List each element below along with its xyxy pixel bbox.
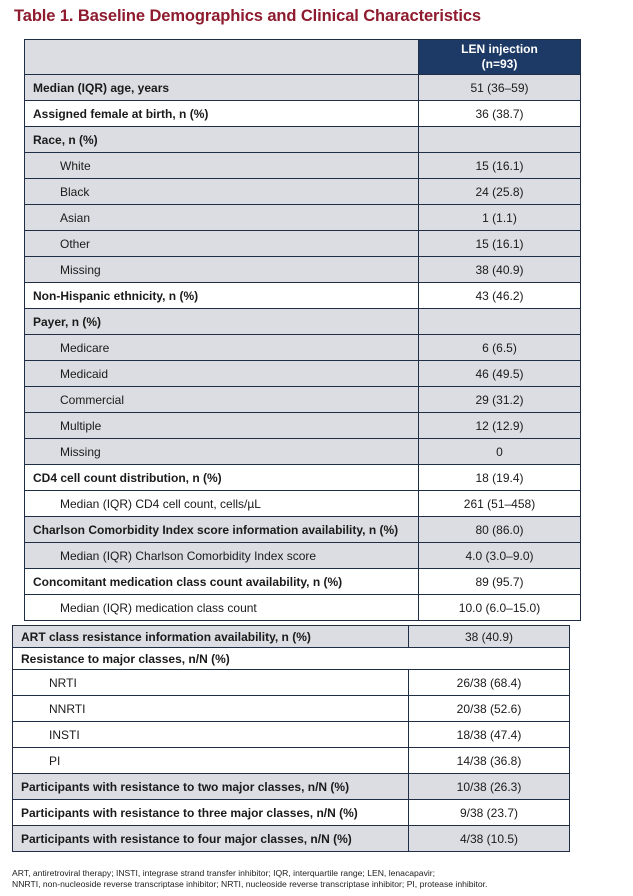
row-value: 29 (31.2)	[419, 387, 581, 413]
header-group-label: LEN injection	[461, 42, 538, 56]
footnote	[12, 868, 487, 890]
table-row	[25, 387, 581, 413]
table-row	[13, 648, 570, 670]
row-label: Missing	[25, 439, 419, 465]
table-row	[25, 439, 581, 465]
row-label: PI	[13, 748, 409, 774]
table-row	[13, 748, 570, 774]
table-row	[13, 670, 570, 696]
row-label: Black	[25, 179, 419, 205]
table-row	[25, 465, 581, 491]
row-value: 38 (40.9)	[409, 626, 570, 648]
row-label: Medicaid	[25, 361, 419, 387]
row-value: 10/38 (26.3)	[409, 774, 570, 800]
table-row	[13, 696, 570, 722]
row-label: ART class resistance information availability, n (%)	[13, 626, 409, 648]
table-row	[25, 101, 581, 127]
row-value: 20/38 (52.6)	[409, 696, 570, 722]
row-value: 9/38 (23.7)	[409, 800, 570, 826]
row-value: 0	[419, 439, 581, 465]
row-value: 6 (6.5)	[419, 335, 581, 361]
table-row	[25, 543, 581, 569]
row-label: Median (IQR) age, years	[25, 75, 419, 101]
row-value: 18/38 (47.4)	[409, 722, 570, 748]
row-label: NRTI	[13, 670, 409, 696]
row-value: 10.0 (6.0–15.0)	[419, 595, 581, 621]
row-value: 15 (16.1)	[419, 231, 581, 257]
row-value: 89 (95.7)	[419, 569, 581, 595]
table-header-row	[25, 40, 581, 75]
row-label: Assigned female at birth, n (%)	[25, 101, 419, 127]
table-row	[25, 231, 581, 257]
row-value: 80 (86.0)	[419, 517, 581, 543]
row-value	[419, 127, 581, 153]
header-len-injection	[419, 40, 581, 75]
row-label: Median (IQR) Charlson Comorbidity Index score	[25, 543, 419, 569]
table-row	[25, 517, 581, 543]
table-row	[25, 335, 581, 361]
row-label: Concomitant medication class count availability, n (%)	[25, 569, 419, 595]
row-label: Non-Hispanic ethnicity, n (%)	[25, 283, 419, 309]
row-label: White	[25, 153, 419, 179]
table-row	[25, 75, 581, 101]
table-row	[25, 309, 581, 335]
row-label: INSTI	[13, 722, 409, 748]
row-value: 51 (36–59)	[419, 75, 581, 101]
row-label: Asian	[25, 205, 419, 231]
row-value: 18 (19.4)	[419, 465, 581, 491]
header-n-label: (n=93)	[481, 57, 518, 71]
row-label: Participants with resistance to four major classes, n/N (%)	[13, 826, 409, 852]
table-row	[25, 413, 581, 439]
footnote-line: ART, antiretroviral therapy; INSTI, integrase strand transfer inhibitor; IQR, interquartile range; LEN, lenacapavir;	[12, 868, 436, 878]
row-value: 12 (12.9)	[419, 413, 581, 439]
table-row	[25, 361, 581, 387]
row-label: Commercial	[25, 387, 419, 413]
row-value: 38 (40.9)	[419, 257, 581, 283]
row-label: Participants with resistance to two major classes, n/N (%)	[13, 774, 409, 800]
row-label: Other	[25, 231, 419, 257]
row-label: Charlson Comorbidity Index score information availability, n (%)	[25, 517, 419, 543]
row-label: NNRTI	[13, 696, 409, 722]
table-row	[25, 127, 581, 153]
table-row	[13, 774, 570, 800]
row-value: 14/38 (36.8)	[409, 748, 570, 774]
table-row	[25, 205, 581, 231]
demographics-table	[24, 39, 581, 621]
row-value: 24 (25.8)	[419, 179, 581, 205]
row-value: 26/38 (68.4)	[409, 670, 570, 696]
table-row	[13, 826, 570, 852]
table-row	[25, 179, 581, 205]
row-value: 261 (51–458)	[419, 491, 581, 517]
row-label: Median (IQR) medication class count	[25, 595, 419, 621]
row-label: Multiple	[25, 413, 419, 439]
row-label: Median (IQR) CD4 cell count, cells/µL	[25, 491, 419, 517]
row-label: Participants with resistance to three major classes, n/N (%)	[13, 800, 409, 826]
table-row	[25, 491, 581, 517]
row-value: 4/38 (10.5)	[409, 826, 570, 852]
row-label: Race, n (%)	[25, 127, 419, 153]
table-row	[13, 800, 570, 826]
row-label: Medicare	[25, 335, 419, 361]
table-row	[25, 257, 581, 283]
table-row	[25, 595, 581, 621]
header-blank-cell	[25, 40, 419, 75]
table-title: Table 1. Baseline Demographics and Clinical Characteristics	[14, 7, 481, 25]
row-value: 1 (1.1)	[419, 205, 581, 231]
footnote-line: NNRTI, non-nucleoside reverse transcriptase inhibitor; NRTI, nucleoside reverse transcriptase inhibitor; PI, protease inhibitor.	[12, 879, 488, 889]
row-value: 15 (16.1)	[419, 153, 581, 179]
row-label: Payer, n (%)	[25, 309, 419, 335]
table-row	[25, 283, 581, 309]
row-value	[419, 309, 581, 335]
table-row	[25, 569, 581, 595]
row-label: CD4 cell count distribution, n (%)	[25, 465, 419, 491]
table-row	[25, 153, 581, 179]
resistance-table	[12, 625, 570, 852]
table-row	[13, 626, 570, 648]
table-row	[13, 722, 570, 748]
row-value: 46 (49.5)	[419, 361, 581, 387]
row-value: 4.0 (3.0–9.0)	[419, 543, 581, 569]
row-label: Resistance to major classes, n/N (%)	[13, 648, 570, 670]
row-value: 43 (46.2)	[419, 283, 581, 309]
row-value: 36 (38.7)	[419, 101, 581, 127]
row-label: Missing	[25, 257, 419, 283]
